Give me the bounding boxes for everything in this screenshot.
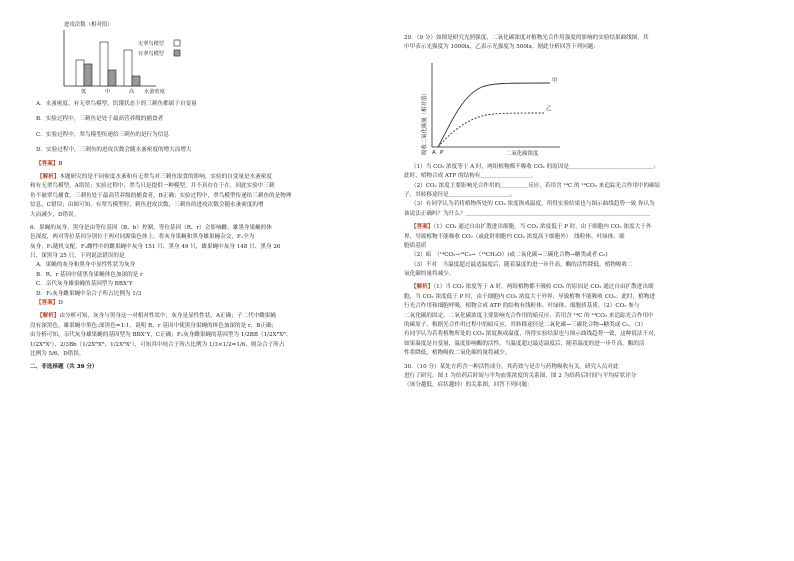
q6-explanation-text-1: 由分析可知，灰身与黑身这一对相对性状中，灰身是显性性状，A正确；子二代中雌果蝇 — [59, 313, 276, 320]
fig5-xlabel: 水蚤密度 — [144, 89, 165, 95]
q29-answer-line-3: 胞质基质 — [404, 242, 427, 249]
q5-option-d: D．实验过程中，三刺鱼的进攻次数会随水蚤密度的增大而增大 — [36, 147, 192, 154]
answer-label: 【答案】 — [36, 300, 59, 307]
fig29-label-yi: 乙 — [546, 105, 552, 112]
q30-stem-line-1: 30．（10 分）某处方药含一种活性成分，其药效与是否与药物吸收有关。研究人员对此 — [404, 363, 619, 370]
q6-explanation-line-4: 1/2XᴿXʳ）、2/3Bb（1/2XᴿXᴿ、1/2XᴿXʳ），可知其中纯合子所占比例为 1/3×1/2=1/6，则杂合子所占 — [30, 341, 285, 348]
q6-answer-value: D — [58, 300, 63, 307]
explanation-label: 【解析】 — [37, 173, 60, 180]
bar-low-bird — [84, 64, 92, 86]
left-column — [30, 0, 382, 373]
co2-absorption-line-chart — [410, 55, 580, 163]
q29-explanation-line-5: 的碳原子，根据光合作用过程中的暗反应，其转移途径是二氧化碳→三碳化合物→糖类或 C₅。（3） — [404, 322, 647, 329]
q5-explanation-line-1 — [30, 173, 382, 182]
fig29-ylabel: 吸收二氧化碳量（相对值） — [422, 90, 428, 155]
q5-explanation-text-1: 本题研究的是不同密度水蚤和有无翠鸟对三刺鱼取食的影响，实验的自变量是水蚤密度 — [59, 173, 272, 180]
q29-explanation-line-6: 有同学认为若将植物所处的 CO₂ 浓度换成温度，所得实验结果也与图示曲线趋势一致，这种说法不对， — [404, 331, 660, 338]
fig5-cat-high: 高 — [129, 89, 135, 95]
q29-sub-3b: 该说法正确吗？为什么？＿＿＿＿＿＿＿＿＿＿＿＿＿＿＿＿＿＿＿＿＿＿＿＿＿＿＿＿＿＿＿＿＿ — [404, 210, 651, 217]
bar-mid-bird — [108, 70, 116, 86]
q5-explanation-line-2: 和有无翠鸟模型，A错误；实验过程中，翠鸟只是提供一种模型，并不真存在于在，因此实验中三刺 — [30, 183, 275, 190]
q29-answer-line-4: （2）暗 （¹⁴CO₂→¹⁴C₃→（¹⁴CH₂O）(或二氧化碳→三碳化合物→糖类或者 C₅) — [411, 252, 608, 259]
q29-explanation-text-1: （1）当 CO₂ 浓度等于 A 时，两组植物都不吸收 CO₂ 的原因是 CO₂ 通过自由扩散进出细 — [433, 284, 654, 291]
explanation-label: 【解析】 — [37, 313, 60, 320]
q6-answer — [30, 299, 382, 308]
q29-explanation-line-8: 性将降低，植物吸收二氧化碳的量将减少。 — [404, 350, 511, 357]
fig5-cat-mid: 中 — [105, 89, 111, 95]
q5-explanation-line-5: 大而减少，D错误。 — [30, 211, 80, 218]
q6-explanation-line-5: 比例为 5/6，D错误。 — [30, 350, 85, 357]
q29-sub-2b: 子，其转移途径是＿＿＿＿＿＿＿＿＿＿＿。 — [404, 191, 516, 198]
fig29-label-jia: 甲 — [552, 77, 558, 84]
bar-high-bird — [132, 76, 140, 86]
bar-low-no-bird — [76, 60, 84, 86]
bar-high-no-bird — [124, 50, 132, 86]
bar-mid-no-bird — [100, 42, 108, 86]
fig5-cat-low: 低 — [81, 89, 87, 95]
q6-option-b: B．R、r 基因中使黑身果蝇体色加深的是 r — [36, 271, 143, 278]
q30-stem-line-3: （该分越低，症状越轻）的关系图。回答下列问题： — [404, 382, 533, 389]
q6-stem-line-4: 只、深黑身 25 只。下列说法错误的是 — [30, 253, 125, 260]
curve-jia — [438, 83, 550, 147]
fig5-legend-1: 无翠鸟模型 — [138, 41, 164, 47]
q29-sub-2a: （2）CO₂ 浓度主要影响光合作用的＿＿＿＿＿反应，若用含 ¹⁴C 的 ¹⁴CO₂ 来追踪光合作用中的碳原 — [411, 182, 661, 189]
q6-option-a: A．果蝇的灰身和黑身中显性性状为灰身 — [36, 262, 136, 269]
q6-stem-line-2: 色深度，两对等位基因分别位于两对同源染色体上。将灰身果蝇和黑身雄果蝇杂交，F₁全为 — [30, 234, 255, 241]
fig5-ylabel: 进攻次数（相对值） — [64, 22, 113, 28]
q29-explanation-line-3: 行光合作用和细胞呼吸，植物合成 ATP 的结构有线粒体、叶绿体、细胞质基质。（2）CO₂ 参与 — [404, 303, 640, 310]
q29-answer-line-6: 氧化碳的量将减少。 — [404, 271, 455, 278]
q29-answer-text-1: （1）CO₂ 通过自由扩散进出细胞，当 CO₂ 浓度低于 P 时，由于细胞内 CO₂ 浓度大于外 — [433, 224, 652, 231]
q29-answer-line-1 — [404, 223, 766, 232]
q6-option-d: D．F₂灰身雌果蝇中杂合子所占比例为 1/3 — [36, 290, 142, 297]
q6-stem-line-1: 6．果蝇的灰身、黑身是由等位基因（B、b）控制，等位基因（R、r）会影响雌、雄黑身果蝇的体 — [30, 224, 272, 231]
curve-yi — [438, 113, 544, 147]
q5-option-a: A．水蚤密度、有无翠鸟模型、饥饿状态下的三刺鱼都属于自变量 — [36, 101, 197, 107]
fig5-legend-2: 有翠鸟模型 — [138, 51, 164, 57]
fig5-legend-swatch-2 — [174, 50, 180, 56]
right-column — [404, 34, 766, 391]
q6-explanation-line-3: 由分析可知，亲代灰身雄果蝇的基因型为 BBXʳY，C正确；F₂灰身雌果蝇的基因型为 1/2BB（1/2XᴿXᴿ、 — [30, 332, 292, 339]
fig29-point-p: P — [440, 149, 444, 156]
fig29-point-a: A — [432, 149, 436, 156]
q29-answer-line-5: （3）不对 当温度超过最适温度后，随着温度的进一步升高，酶的活性降低，植物吸收二 — [411, 261, 633, 268]
q6-stem-line-3: 灰身，F₁随机交配，F₂雌性中的雌果蝇中灰身 151 只、黑身 49 只，雄果蝇中灰身 148 只、黑身 26 — [30, 243, 281, 250]
q5-option-c: C．实验过程中，翠鸟模型传递给三刺鱼的是行为信息 — [36, 131, 169, 138]
answer-label: 【答案】 — [411, 224, 434, 231]
q29-answer-line-2: 界，导致植物不能吸收 CO₂（或此时细胞内 CO₂ 浓度高于细胞外） 线粒体、叶绿体、细 — [404, 233, 625, 240]
q6-explanation-line-1 — [30, 312, 382, 321]
q5-answer-value: B — [58, 160, 63, 167]
q6-explanation-line-2: 没有深黑色，雄果蝇中黑色:深黑色=1:1，说明 R、r 基因中使黑身果蝇的体色加深的是 r，B正确； — [30, 322, 278, 329]
section-heading: 二、非选择题（共 39 分） — [30, 364, 98, 371]
q5-answer — [30, 160, 382, 169]
attack-count-bar-chart — [36, 16, 206, 96]
q5-explanation-line-4: 信息，C错误；由图可知，有翠鸟模型时，刺鱼进攻次数，三刺鱼的进攻次数会随水蚤密度的增 — [30, 202, 264, 209]
q29-explanation-line-7: 如果温度是自变量，温度影响酶的活性，当温度超过最适温度后，随着温度的进一步升高，酶的活 — [404, 340, 645, 347]
q29-explanation-line-2: 胞，当 CO₂ 浓度低于 P 时，由于细胞内 CO₂ 浓度大于外界，导致植物不能吸收 CO₂；此时，植物进 — [404, 293, 655, 300]
q5-explanation-line-3: 鱼不被翠鸟捕食，三刺鱼处于最高营养级的捕食者，B正确；实验过程中，翠鸟模型传递给三刺鱼的是物理 — [30, 192, 292, 199]
q29-sub-1a: （1）当 CO₂ 浓度等于 A 时，两组植物都不吸收 CO₂ 的原因是＿＿＿＿＿＿＿＿＿＿＿＿＿＿＿； — [411, 163, 659, 170]
answer-label: 【答案】 — [36, 160, 59, 167]
q5-option-b: B．实验过程中，三刺鱼是处于最高营养级的捕食者 — [36, 116, 164, 123]
q30-stem-line-2: 进行了研究。图 1 为给药后时间与平均血浆浓度的关系图，图 2 为给药后时间与平均症状评分 — [404, 372, 637, 379]
fig5-legend-swatch-1 — [174, 40, 180, 46]
q29-sub-3a: （3）有同学认为若将植物所处的 CO₂ 浓度换成温度，所得实验结果也与图示曲线趋势一致 你认为 — [411, 201, 655, 208]
q6-option-c: C．亲代灰身雄果蝇的基因型为 BBXʳY — [36, 281, 133, 288]
q29-stem-line-2: 中甲表示光强度为 1000lx，乙表示光强度为 500lx。据此分析回答下列问题： — [404, 44, 599, 51]
q29-stem-line-1: 29．（9 分）如图是研究光照强度、二氧化碳浓度对植物光合作用强度的影响的实验结果曲线图，其 — [404, 35, 649, 41]
explanation-label: 【解析】 — [411, 284, 434, 291]
q29-explanation-line-4: 二氧化碳的固定，二氧化碳浓度主要影响光合作用的暗反应，若用含 ¹⁴C 的 ¹⁴CO₂ 来追踪光合作用中 — [404, 312, 654, 319]
q29-explanation-line-1 — [404, 283, 766, 292]
q29-sub-1b: 此时，植物合成 ATP 的结构有＿＿＿＿＿＿＿＿＿。 — [404, 173, 537, 180]
fig29-xlabel: 二氧化碳浓度 — [506, 150, 539, 157]
